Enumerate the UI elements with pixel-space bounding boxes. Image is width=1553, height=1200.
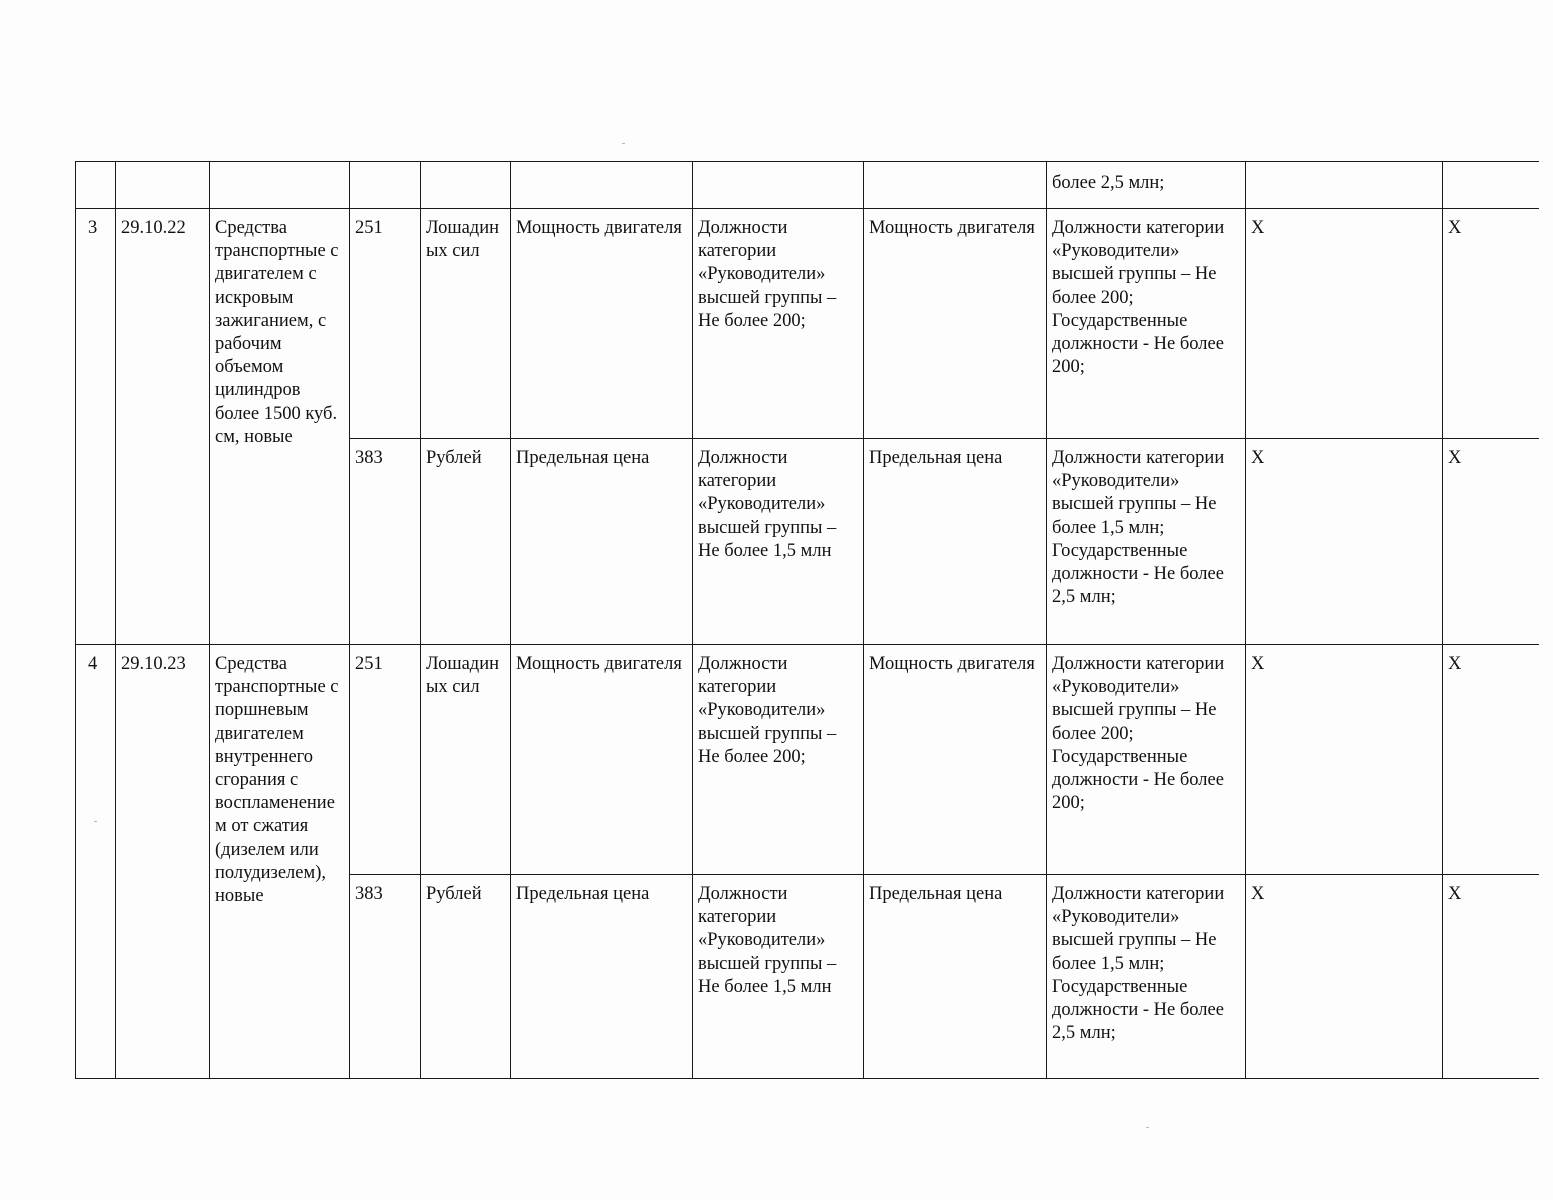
unit-code: 383 <box>350 875 421 1079</box>
characteristic-value-2: Должности категории «Руководители» высшей группы – Не более 1,5 млн; Государственные должности - Не более 2,5 млн; <box>1047 875 1246 1079</box>
unit-code: 251 <box>350 209 421 439</box>
cell-empty <box>421 162 511 209</box>
okpd-code: 29.10.23 <box>116 645 210 1079</box>
characteristic-2: Предельная цена <box>864 439 1047 645</box>
row-number: 4 <box>76 645 116 1079</box>
continuation-row <box>76 162 1539 209</box>
okpd-code: 29.10.22 <box>116 209 210 645</box>
mark-cell: X <box>1443 209 1539 439</box>
mark-cell: X <box>1443 645 1539 875</box>
mark-cell: X <box>1246 645 1443 875</box>
characteristic: Мощность двигателя <box>511 209 693 439</box>
characteristic-value-2: Должности категории «Руководители» высшей группы – Не более 200; Государственные должности - Не более 200; <box>1047 209 1246 439</box>
characteristic-value-2: Должности категории «Руководители» высшей группы – Не более 200; Государственные должности - Не более 200; <box>1047 645 1246 875</box>
characteristic: Предельная цена <box>511 439 693 645</box>
product-name: Средства транспортные с двигателем с искровым зажиганием, с рабочим объемом цилиндров более 1500 куб. см, новые <box>210 209 350 645</box>
cell-empty <box>210 162 350 209</box>
mark-cell: X <box>1246 209 1443 439</box>
unit-code: 251 <box>350 645 421 875</box>
unit-name: Рублей <box>421 875 511 1079</box>
characteristic: Мощность двигателя <box>511 645 693 875</box>
requirements-table <box>75 161 1539 1079</box>
table-row <box>76 209 1539 439</box>
cell-empty <box>350 162 421 209</box>
characteristic-2: Мощность двигателя <box>864 209 1047 439</box>
continuation-value: более 2,5 млн; <box>1047 162 1246 209</box>
cell-empty <box>693 162 864 209</box>
characteristic-value: Должности категории «Руководители» высшей группы – Не более 1,5 млн <box>693 875 864 1079</box>
characteristic-2: Предельная цена <box>864 875 1047 1079</box>
scan-speck <box>1146 1127 1149 1128</box>
table-row <box>76 645 1539 875</box>
characteristic: Предельная цена <box>511 875 693 1079</box>
mark-cell: X <box>1246 439 1443 645</box>
characteristic-value: Должности категории «Руководители» высшей группы – Не более 1,5 млн <box>693 439 864 645</box>
cell-empty <box>116 162 210 209</box>
unit-name: Рублей <box>421 439 511 645</box>
unit-name: Лошадиных сил <box>421 209 511 439</box>
cell-empty <box>76 162 116 209</box>
mark-cell: X <box>1443 875 1539 1079</box>
unit-name: Лошадиных сил <box>421 645 511 875</box>
mark-cell: X <box>1443 439 1539 645</box>
row-number: 3 <box>76 209 116 645</box>
cell-empty <box>1443 162 1539 209</box>
product-name: Средства транспортные с поршневым двигателем внутреннего сгорания с воспламенением от сжатия (дизелем или полудизелем), новые <box>210 645 350 1079</box>
unit-code: 383 <box>350 439 421 645</box>
characteristic-value: Должности категории «Руководители» высшей группы – Не более 200; <box>693 209 864 439</box>
characteristic-value-2: Должности категории «Руководители» высшей группы – Не более 1,5 млн; Государственные должности - Не более 2,5 млн; <box>1047 439 1246 645</box>
cell-empty <box>511 162 693 209</box>
cell-empty <box>864 162 1047 209</box>
characteristic-2: Мощность двигателя <box>864 645 1047 875</box>
characteristic-value: Должности категории «Руководители» высшей группы – Не более 200; <box>693 645 864 875</box>
mark-cell: X <box>1246 875 1443 1079</box>
scan-speck <box>622 143 625 144</box>
scan-speck <box>94 821 97 822</box>
cell-empty <box>1246 162 1443 209</box>
